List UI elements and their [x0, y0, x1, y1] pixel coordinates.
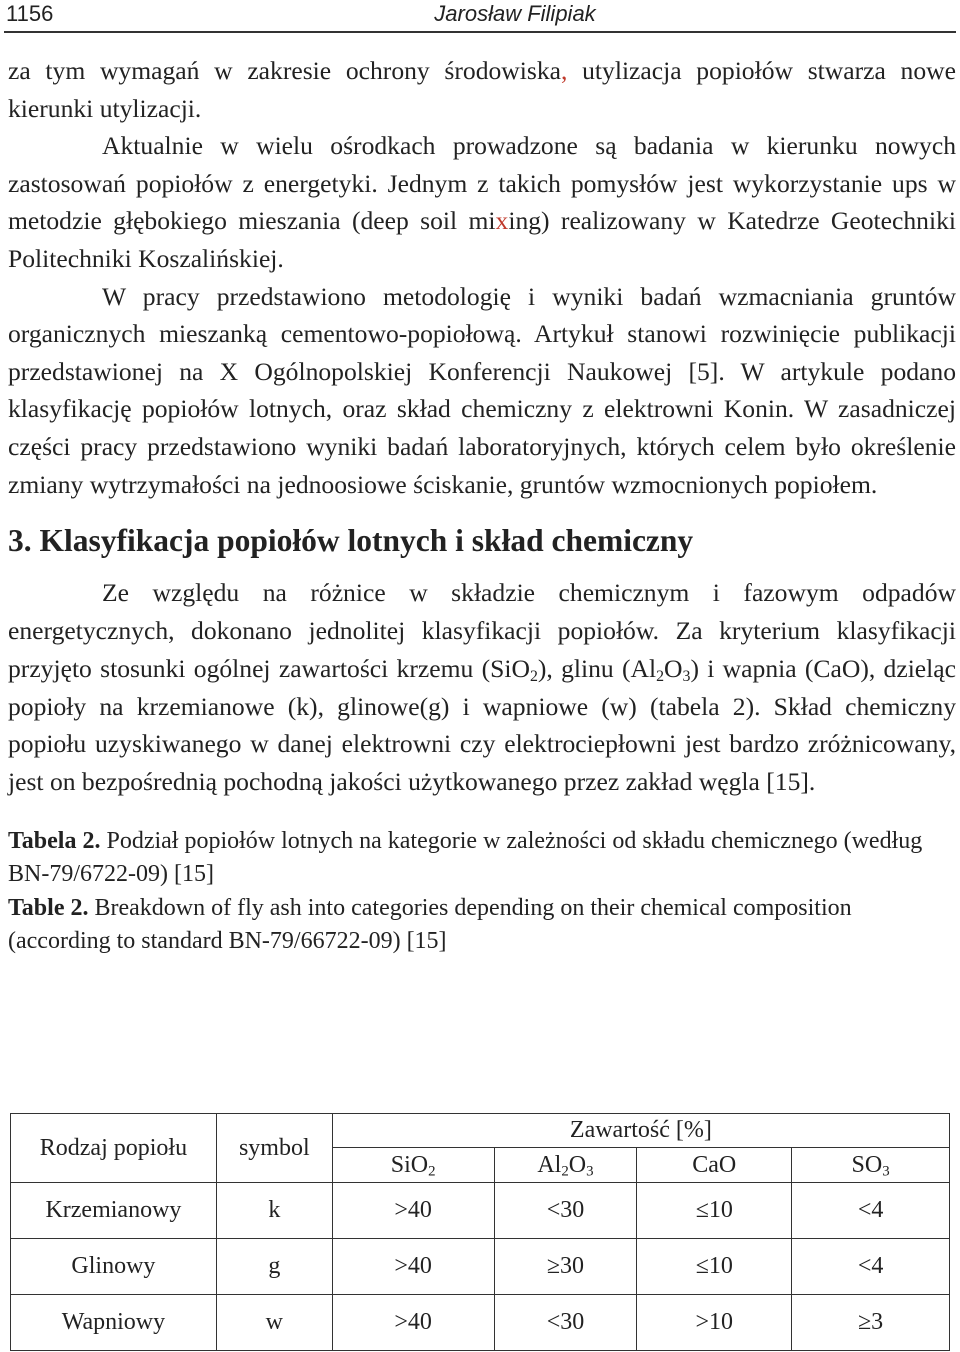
cell-symbol: w: [216, 1295, 332, 1351]
table-header-row: [11, 1114, 950, 1148]
column-header-al2o3: [494, 1148, 637, 1183]
header-rule: [4, 31, 956, 33]
cell-al2o3: <30: [494, 1183, 637, 1239]
cell-sio2: >40: [332, 1295, 494, 1351]
cell-symbol: g: [216, 1239, 332, 1295]
page-number: 1156: [6, 1, 54, 26]
paragraph-deep-soil-mixing: [8, 127, 956, 277]
red-letter: x: [495, 206, 509, 236]
cell-type: Glinowy: [11, 1239, 217, 1295]
cell-type: Krzemianowy: [11, 1183, 217, 1239]
cell-type: Wapniowy: [11, 1295, 217, 1351]
cell-sio2: >40: [332, 1183, 494, 1239]
fly-ash-classification-table: [10, 1113, 950, 1351]
formula-text: SO: [851, 1151, 883, 1178]
column-group-content: Zawartość [%]: [332, 1114, 949, 1148]
subscript: 2: [561, 1163, 569, 1180]
paragraph-text: utylizacja popiołów stwarza nowe kierunki utylizacji.: [8, 56, 956, 123]
cell-al2o3: <30: [494, 1295, 637, 1351]
section-heading: 3. Klasyfikacja popiołów lotnych i skład chemiczny: [8, 523, 694, 559]
cell-al2o3: ≥30: [494, 1239, 637, 1295]
page-header: [0, 0, 960, 32]
paragraph-text: O: [664, 653, 683, 683]
caption-polish: [8, 825, 956, 892]
table-row: [11, 1183, 950, 1239]
cell-so3: <4: [792, 1239, 950, 1295]
subscript: 2: [529, 667, 538, 685]
formula-text: SiO: [390, 1151, 429, 1178]
paragraph-continued: [8, 52, 956, 127]
column-header-type: Rodzaj popiołu: [11, 1114, 217, 1183]
formula-text: O: [568, 1151, 587, 1178]
running-head-author: Jarosław Filipiak: [434, 1, 596, 26]
formula-text: Al: [537, 1151, 562, 1178]
paragraph-methodology: W pracy przedstawiono metodologię i wyniki badań wzmacniania gruntów organicznych mieszanką cementowo-popiołową. Artykuł stanowi rozwinięcie publikacji przedstawionej na X Ogólnopolskiej Konferencji Naukowej [5]. W artykule podano klasyfikację popiołów lotnych, oraz skład chemiczny z elektrowni Konin. W zasadniczej części pracy przedstawiono wyniki badań laboratoryjnych, których celem było określenie zmiany wytrzymałości na jednoosiowe ściskanie, gruntów wzmocnionych popiołem.: [8, 281, 956, 499]
paragraph-text: Aktualnie w wielu ośrodkach prowadzone są badania w kierunku nowych zastosowań popiołów z energetyki. Jednym z takich pomysłów jest wykorzystanie ups w metodzie głębokiego mieszania (deep soil mi: [8, 131, 956, 236]
column-header-cao: CaO: [637, 1148, 792, 1183]
cell-sio2: >40: [332, 1239, 494, 1295]
cell-cao: >10: [637, 1295, 792, 1351]
paragraph-text: ing) realizowany w Katedrze Geotechniki Politechniki Koszalińskiej.: [8, 206, 956, 273]
paragraph-text: ) i wapnia (CaO), dzieląc popioły na krzemianowe (k), glinowe(g) i wapniowe (w) (tabela 2). Skład chemiczny popiołu uzyskiwanego w danej elektrowni czy elektrociepłowni jest bardzo zróżnicowany, jest on bezpośrednią pochodną jakości użytkowanego przez zakład węgla [15].: [8, 653, 956, 797]
subscript: 3: [586, 1163, 594, 1180]
cell-symbol: k: [216, 1183, 332, 1239]
cell-so3: <4: [792, 1183, 950, 1239]
cell-cao: ≤10: [637, 1183, 792, 1239]
subscript: 2: [656, 667, 665, 685]
cell-so3: ≥3: [792, 1295, 950, 1351]
table-row: [11, 1295, 950, 1351]
caption-english: [8, 892, 956, 959]
caption-text: Breakdown of fly ash into categories depending on their chemical composition (according to standard BN-79/66722-09) [15]: [8, 894, 852, 955]
table-row: [11, 1239, 950, 1295]
page-body: [8, 52, 956, 959]
table-caption: [8, 825, 956, 959]
paragraph-text: Ze względu na różnice w składzie chemicznym i fazowym odpadów energetycznych, dokonano jednolitej klasyfikacji popiołów. Za kryterium klasyfikacji przyjęto stosunki ogólnej zawartości krzemu (SiO: [8, 578, 956, 683]
cell-cao: ≤10: [637, 1239, 792, 1295]
paragraph-classification: [8, 574, 956, 801]
column-header-so3: [792, 1148, 950, 1183]
subscript: 2: [428, 1163, 436, 1180]
red-comma: ,: [561, 56, 568, 85]
caption-label: Table 2.: [8, 894, 89, 921]
paragraph-text: ), glinu (Al: [537, 653, 657, 683]
subscript: 3: [882, 1163, 890, 1180]
subscript: 3: [682, 667, 691, 685]
caption-text: Podział popiołów lotnych na kategorie w zależności od składu chemicznego (według BN-79/6722-09) [15]: [8, 827, 923, 888]
column-header-symbol: symbol: [216, 1114, 332, 1183]
caption-label: Tabela 2.: [8, 827, 101, 854]
paragraph-text: za tym wymagań w zakresie ochrony środowiska: [8, 56, 562, 85]
column-header-sio2: [332, 1148, 494, 1183]
